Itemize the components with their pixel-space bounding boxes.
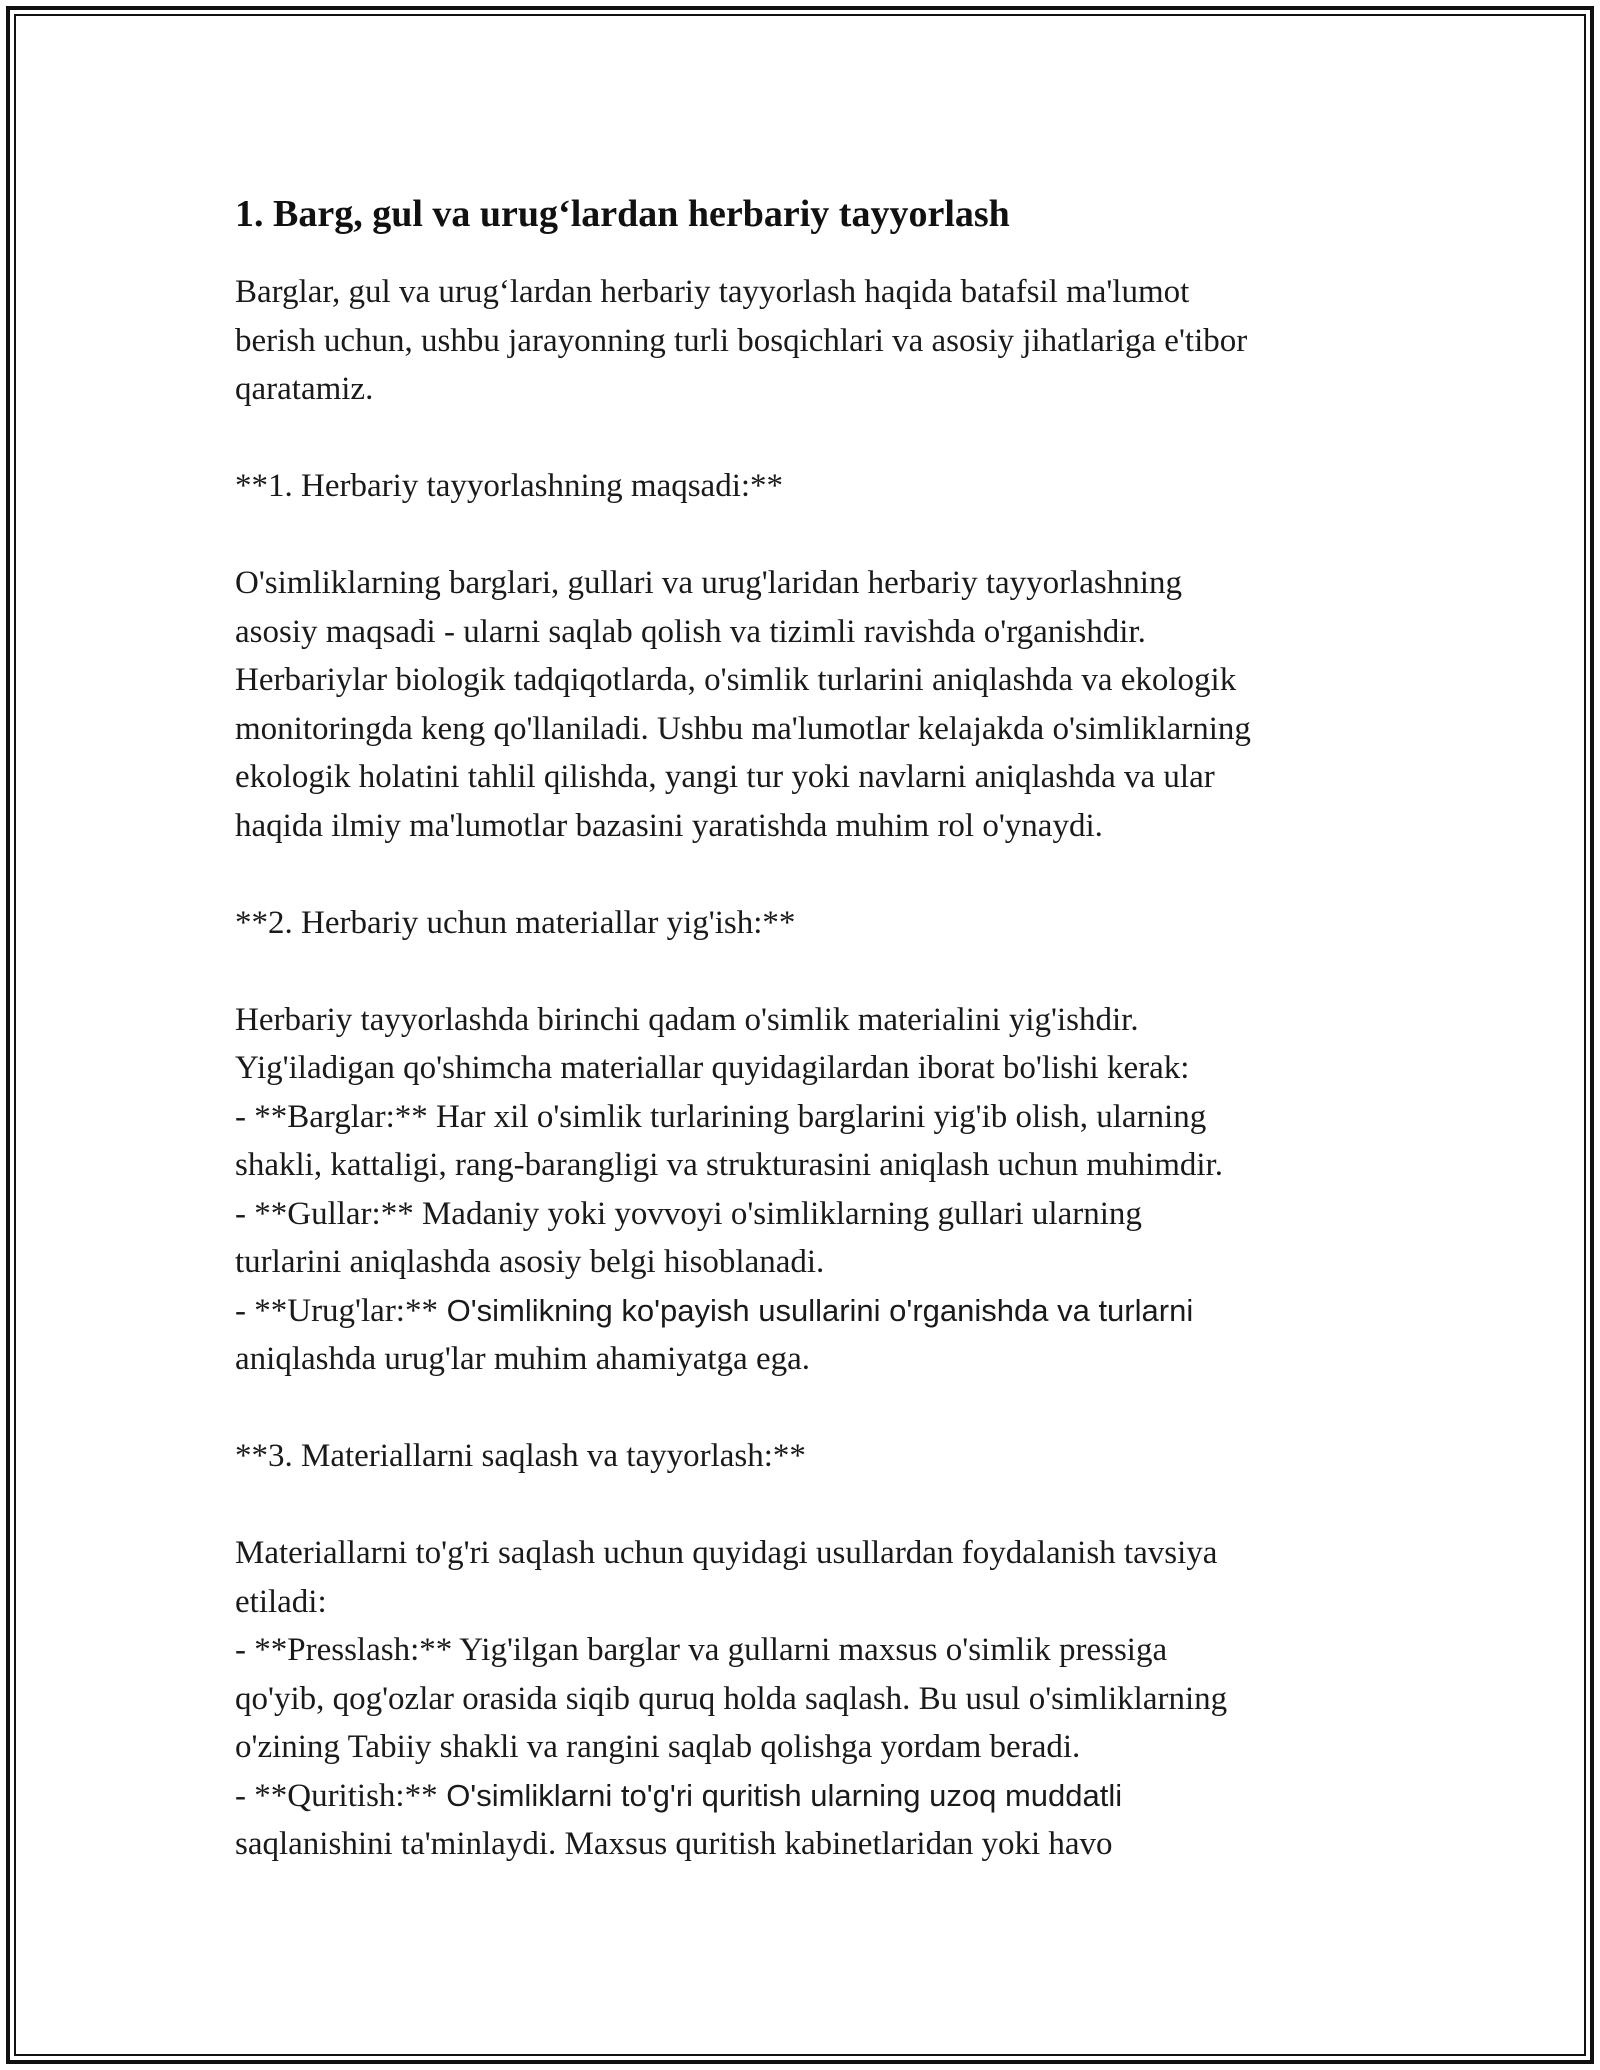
section2-urug-line bbox=[235, 1287, 1375, 1336]
section3-quritish-line2: saqlanishini ta'minlaydi. Maxsus quritish kabinetlaridan yoki havo bbox=[235, 1826, 1113, 1862]
section2-heading: **2. Herbariy uchun materiallar yig'ish:** bbox=[235, 904, 796, 941]
urug-prefix: - **Urug'lar:** bbox=[235, 1292, 438, 1329]
section3-quritish-line bbox=[235, 1772, 1375, 1821]
press-prefix: - **Presslash:** bbox=[235, 1632, 453, 1668]
quritish-rest: O'simliklarni to'g'ri quritish ularning uzoq muddatli bbox=[437, 1777, 1123, 1813]
section3-press-line bbox=[235, 1626, 1375, 1675]
section2-urug-line2: aniqlashda urug'lar muhim ahamiyatga ega. bbox=[235, 1341, 811, 1377]
document-title: 1. Barg, gul va urug‘lardan herbariy tayyorlash bbox=[235, 193, 1010, 235]
section3-heading: **3. Materiallarni saqlash va tayyorlash:** bbox=[235, 1438, 806, 1474]
quritish-prefix: - **Quritish:** bbox=[235, 1777, 438, 1814]
section3-press-lines: qo'yib, qog'ozlar orasida siqib quruq holda saqlash. Bu usul o'simliklarning o'zining Tabiiy shakli va rangini saqlab qolishga yordam beradi. bbox=[235, 1680, 1228, 1765]
section1-body: O'simliklarning barglari, gullari va urug'laridan herbariy tayyorlashning asosiy maqsadi - ularni saqlab qolish va tizimli ravishda o'rganishdir. Herbariylar biologik tadqiqotlarda, o'simlik turlarini aniqlashda va ekologik monitoringda keng qo'llaniladi. Ushbu ma'lumotlar kelajakda o'simliklarning ekologik holatini tahlil qilishda, yangi tur yoki navlarni aniqlashda va ular haqida ilmiy ma'lumotlar bazasini yaratishda muhim rol o'ynaydi. bbox=[235, 565, 1251, 844]
document-body bbox=[235, 188, 1375, 1869]
section1-heading: **1. Herbariy tayyorlashning maqsadi:** bbox=[235, 468, 784, 504]
intro-paragraph: Barglar, gul va urug‘lardan herbariy tayyorlash haqida batafsil ma'lumot berish uchun, ushbu jarayonning turli bosqichlari va asosiy jihatlariga e'tibor qaratamiz. bbox=[235, 274, 1248, 407]
section3-intro: Materiallarni to'g'ri saqlash uchun quyidagi usullardan foydalanish tavsiya etiladi: bbox=[235, 1535, 1218, 1620]
urug-rest: O'simlikning ko'payish usullarini o'rganishda va turlarni bbox=[437, 1292, 1194, 1328]
section2-body: Herbariy tayyorlashda birinchi qadam o'simlik materialini yig'ishdir. Yig'iladigan qo'shimcha materiallar quyidagilardan iborat bo'lishi kerak: - **Barglar:** Har xil o'simlik turlarining barglarini yig'ib olish, ularning shakli, kattaligi, rang-barangligi va strukturasini aniqlash uchun muhimdir. - **Gullar:** Madaniy yoki yovvoyi o'simliklarning gullari ularning turlarini aniqlashda asosiy belgi hisoblanadi. bbox=[235, 1001, 1223, 1280]
press-rest: Yig'ilgan barglar va gullarni maxsus o'simlik pressiga bbox=[452, 1632, 1168, 1668]
